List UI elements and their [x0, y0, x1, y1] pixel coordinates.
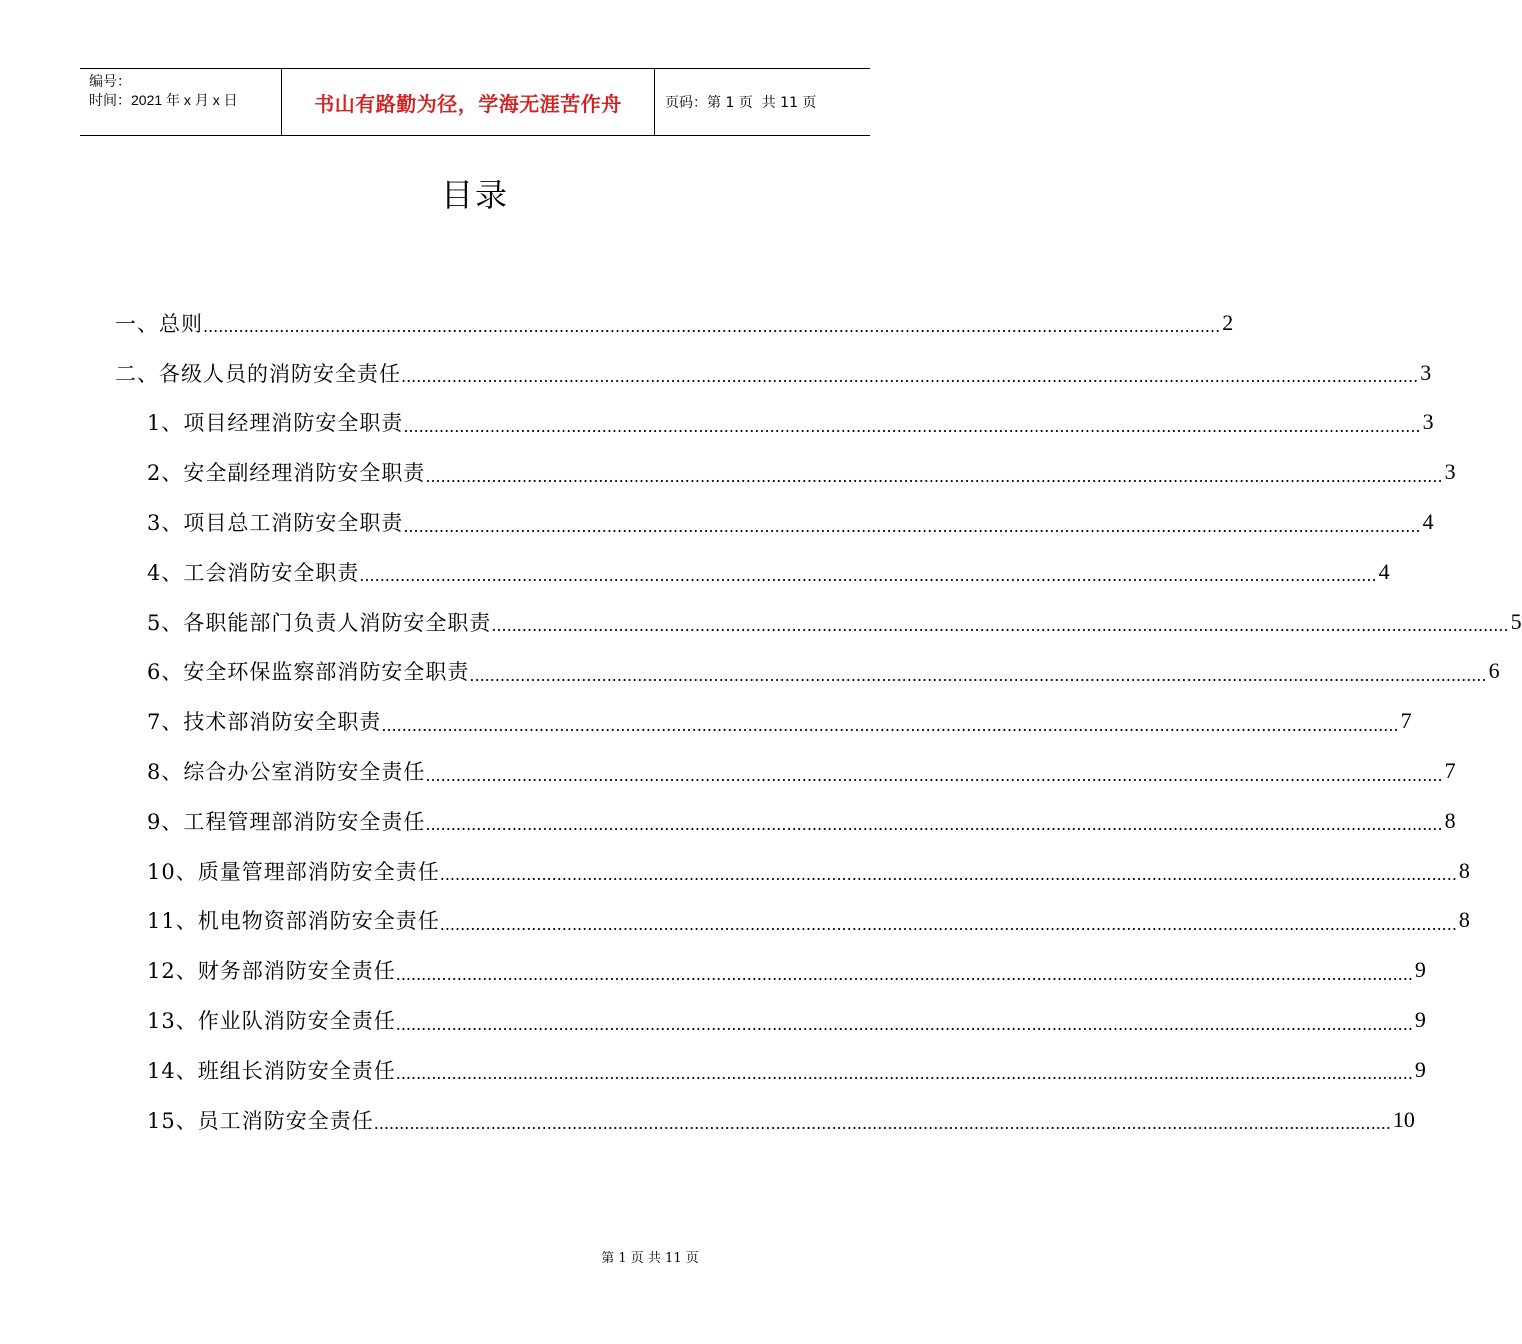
header-motto: 书山有路勤为径，学海无涯苦作舟	[314, 91, 622, 116]
toc-entry-page: 10	[1392, 1106, 1415, 1132]
toc-entry-page: 4	[1378, 558, 1390, 584]
toc-leader-dots: ........................................................................................................................................................................................................	[425, 765, 1443, 785]
toc-entry-label: 13、作业队消防安全责任	[147, 1009, 396, 1034]
toc-entry[interactable]	[0, 597, 1522, 647]
header-page-cell	[655, 69, 870, 135]
toc-entry-page: 8	[1458, 907, 1470, 933]
table-of-contents	[0, 298, 1522, 1145]
toc-entry[interactable]	[0, 398, 1434, 448]
toc-leader-dots: ........................................................................................................................................................................................................	[373, 1114, 1391, 1134]
toc-entry-label: 12、财务部消防安全责任	[147, 959, 396, 984]
toc-entry-page: 9	[1414, 1056, 1426, 1082]
toc-entry-label: 4、工会消防安全职责	[147, 560, 360, 585]
toc-entry-page: 4	[1422, 509, 1434, 535]
toc-entry[interactable]	[0, 746, 1456, 796]
toc-entry-page: 2	[1222, 309, 1234, 335]
toc-entry[interactable]	[0, 547, 1390, 597]
page-title: 目录	[440, 176, 509, 214]
toc-entry-page: 7	[1400, 708, 1412, 734]
header-page-info: 页码：第 1 页 共 11 页	[665, 95, 817, 111]
toc-entry-label: 9、工程管理部消防安全责任	[147, 809, 426, 834]
toc-leader-dots: ........................................................................................................................................................................................................	[203, 317, 1221, 337]
toc-leader-dots: ........................................................................................................................................................................................................	[439, 865, 1457, 885]
toc-leader-dots: ........................................................................................................................................................................................................	[425, 815, 1443, 835]
toc-entry-label: 1、项目经理消防安全职责	[147, 411, 404, 436]
toc-entry-page: 5	[1510, 608, 1522, 634]
header-motto-cell	[282, 69, 655, 135]
toc-entry[interactable]	[0, 846, 1470, 896]
toc-entry-label: 一、总则	[115, 311, 203, 336]
toc-entry[interactable]	[0, 1045, 1426, 1095]
toc-entry[interactable]	[0, 447, 1456, 497]
toc-leader-dots: ........................................................................................................................................................................................................	[403, 416, 1421, 436]
toc-entry[interactable]	[0, 896, 1470, 946]
toc-entry-label: 7、技术部消防安全职责	[147, 710, 382, 735]
toc-entry-page: 8	[1458, 857, 1470, 883]
toc-leader-dots: ........................................................................................................................................................................................................	[395, 1064, 1413, 1084]
header-meta-cell	[80, 69, 282, 135]
toc-leader-dots: ........................................................................................................................................................................................................	[401, 367, 1419, 387]
toc-leader-dots: ........................................................................................................................................................................................................	[395, 1014, 1413, 1034]
toc-leader-dots: ........................................................................................................................................................................................................	[403, 516, 1421, 536]
toc-entry-page: 3	[1420, 359, 1432, 385]
toc-entry[interactable]	[0, 497, 1434, 547]
toc-entry-label: 二、各级人员的消防安全责任	[115, 361, 401, 386]
toc-entry-label: 5、各职能部门负责人消防安全职责	[147, 610, 492, 635]
toc-entry-label: 10、质量管理部消防安全责任	[147, 859, 440, 884]
toc-entry-label: 14、班组长消防安全责任	[147, 1058, 396, 1083]
document-header	[80, 68, 870, 136]
toc-entry-page: 9	[1414, 957, 1426, 983]
toc-entry[interactable]	[0, 1095, 1415, 1145]
toc-entry[interactable]	[0, 298, 1234, 348]
toc-entry-page: 9	[1414, 1007, 1426, 1033]
toc-entry[interactable]	[0, 796, 1456, 846]
toc-entry-label: 2、安全副经理消防安全职责	[147, 461, 426, 486]
toc-entry-page: 3	[1422, 409, 1434, 435]
document-code-label: 编号：	[89, 73, 131, 89]
toc-entry-label: 3、项目总工消防安全职责	[147, 511, 404, 536]
toc-entry[interactable]	[0, 348, 1432, 398]
page-footer: 第 1 页 共 11 页	[601, 1251, 699, 1266]
toc-leader-dots: ........................................................................................................................................................................................................	[395, 964, 1413, 984]
toc-leader-dots: ........................................................................................................................................................................................................	[469, 665, 1487, 685]
toc-entry[interactable]	[0, 647, 1500, 697]
toc-leader-dots: ........................................................................................................................................................................................................	[425, 466, 1443, 486]
toc-entry-page: 3	[1444, 459, 1456, 485]
toc-entry-page: 8	[1444, 807, 1456, 833]
toc-entry[interactable]	[0, 945, 1426, 995]
toc-leader-dots: ........................................................................................................................................................................................................	[359, 566, 1377, 586]
toc-leader-dots: ........................................................................................................................................................................................................	[439, 914, 1457, 934]
toc-entry-label: 15、员工消防安全责任	[147, 1108, 374, 1133]
toc-entry-page: 6	[1488, 658, 1500, 684]
toc-leader-dots: ........................................................................................................................................................................................................	[491, 616, 1509, 636]
toc-entry[interactable]	[0, 696, 1412, 746]
toc-entry-page: 7	[1444, 758, 1456, 784]
toc-entry-label: 8、综合办公室消防安全责任	[147, 760, 426, 785]
toc-entry[interactable]	[0, 995, 1426, 1045]
document-time-label: 时间：2021 年 x 月 x 日	[89, 92, 238, 108]
toc-entry-label: 6、安全环保监察部消防安全职责	[147, 660, 470, 685]
toc-leader-dots: ........................................................................................................................................................................................................	[381, 715, 1399, 735]
toc-entry-label: 11、机电物资部消防安全责任	[147, 909, 440, 934]
